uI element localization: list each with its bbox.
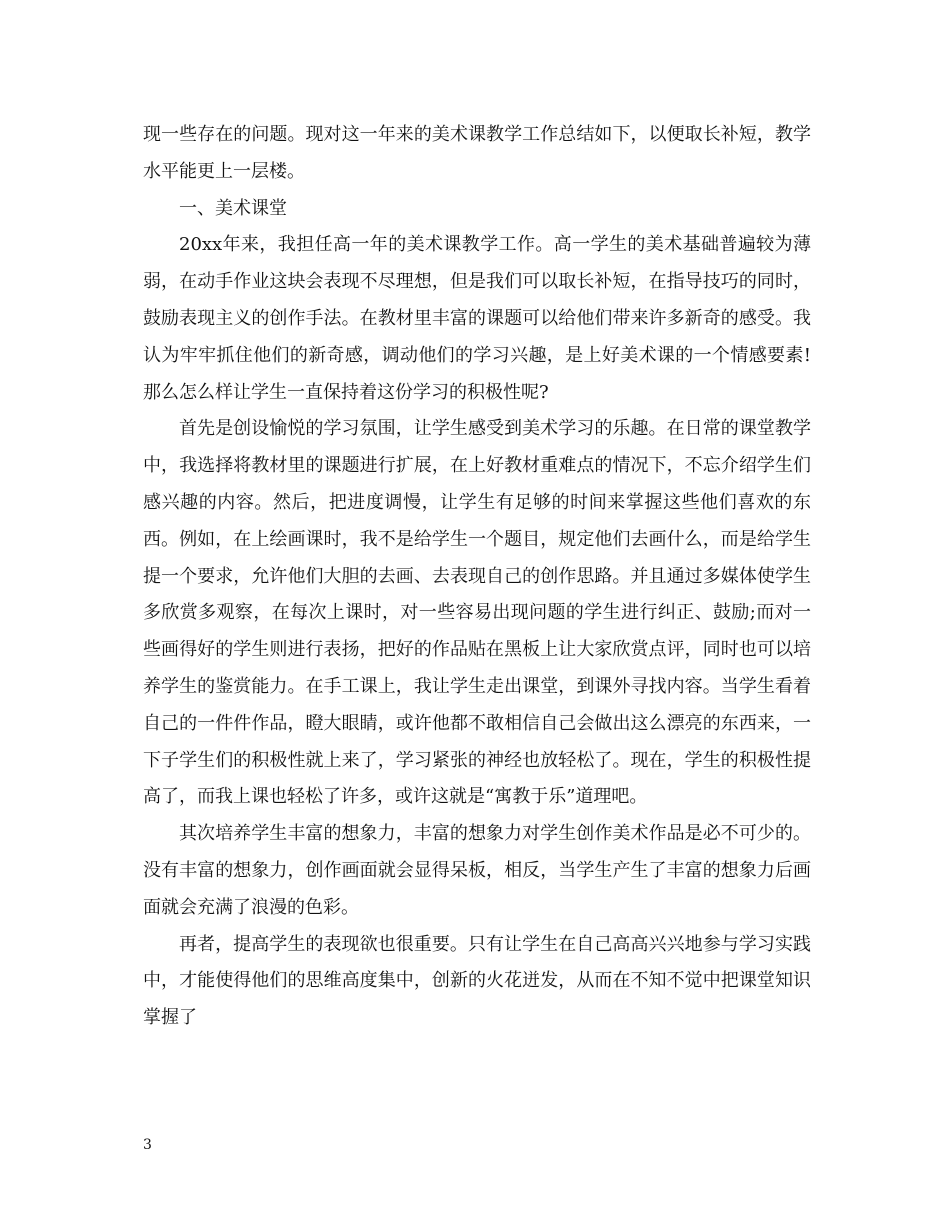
- document-body: [143, 117, 811, 1037]
- paragraph-expression: 再者，提高学生的表现欲也很重要。只有让学生在自己高高兴兴地参与学习实践中，才能使得他们的思维高度集中，创新的火花迸发，从而在不知不觉中把课堂知识掌握了: [143, 933, 811, 1029]
- paragraph-teaching-overview: 20xx年来，我担任高一年的美术课教学工作。高一学生的美术基础普遍较为薄弱，在动手作业这块会表现不尽理想，但是我们可以取长补短，在指导技巧的同时，鼓励表现主义的创作手法。在教材里丰富的课题可以给他们带来许多新奇的感受。我认为牢牢抓住他们的新奇感，调动他们的学习兴趣，是上好美术课的一个情感要素!那么怎么样让学生一直保持着这份学习的积极性呢?: [143, 234, 811, 403]
- paragraph-learning-atmosphere: 首先是创设愉悦的学习氛围，让学生感受到美术学习的乐趣。在日常的课堂教学中，我选择将教材里的课题进行扩展，在上好教材重难点的情况下，不忘介绍学生们感兴趣的内容。然后，把进度调慢，让学生有足够的时间来掌握这些他们喜欢的东西。例如，在上绘画课时，我不是给学生一个题目，规定他们去画什么，而是给学生提一个要求，允许他们大胆的去画、去表现自己的创作思路。并且通过多媒体使学生多欣赏多观察，在每次上课时，对一些容易出现问题的学生进行纠正、鼓励;而对一些画得好的学生则进行表扬，把好的作品贴在黑板上让大家欣赏点评，同时也可以培养学生的鉴赏能力。在手工课上，我让学生走出课堂，到课外寻找内容。当学生看着自己的一件件作品，瞪大眼睛，或许他都不敢相信自己会做出这么漂亮的东西来，一下子学生们的积极性就上来了，学习紧张的神经也放轻松了。现在，学生的积极性提高了，而我上课也轻松了许多，或许这就是“寓教于乐”道理吧。: [143, 418, 811, 808]
- paragraph-continuation: 现一些存在的问题。现对这一年来的美术课教学工作总结如下，以便取长补短，教学水平能更上一层楼。: [143, 124, 811, 182]
- section-heading-art-class: 一、美术课堂: [179, 197, 287, 219]
- page-number: 3: [143, 1137, 152, 1153]
- paragraph-imagination: 其次培养学生丰富的想象力，丰富的想象力对学生创作美术作品是必不可少的。没有丰富的想象力，创作画面就会显得呆板，相反，当学生产生了丰富的想象力后画面就会充满了浪漫的色彩。: [143, 823, 811, 918]
